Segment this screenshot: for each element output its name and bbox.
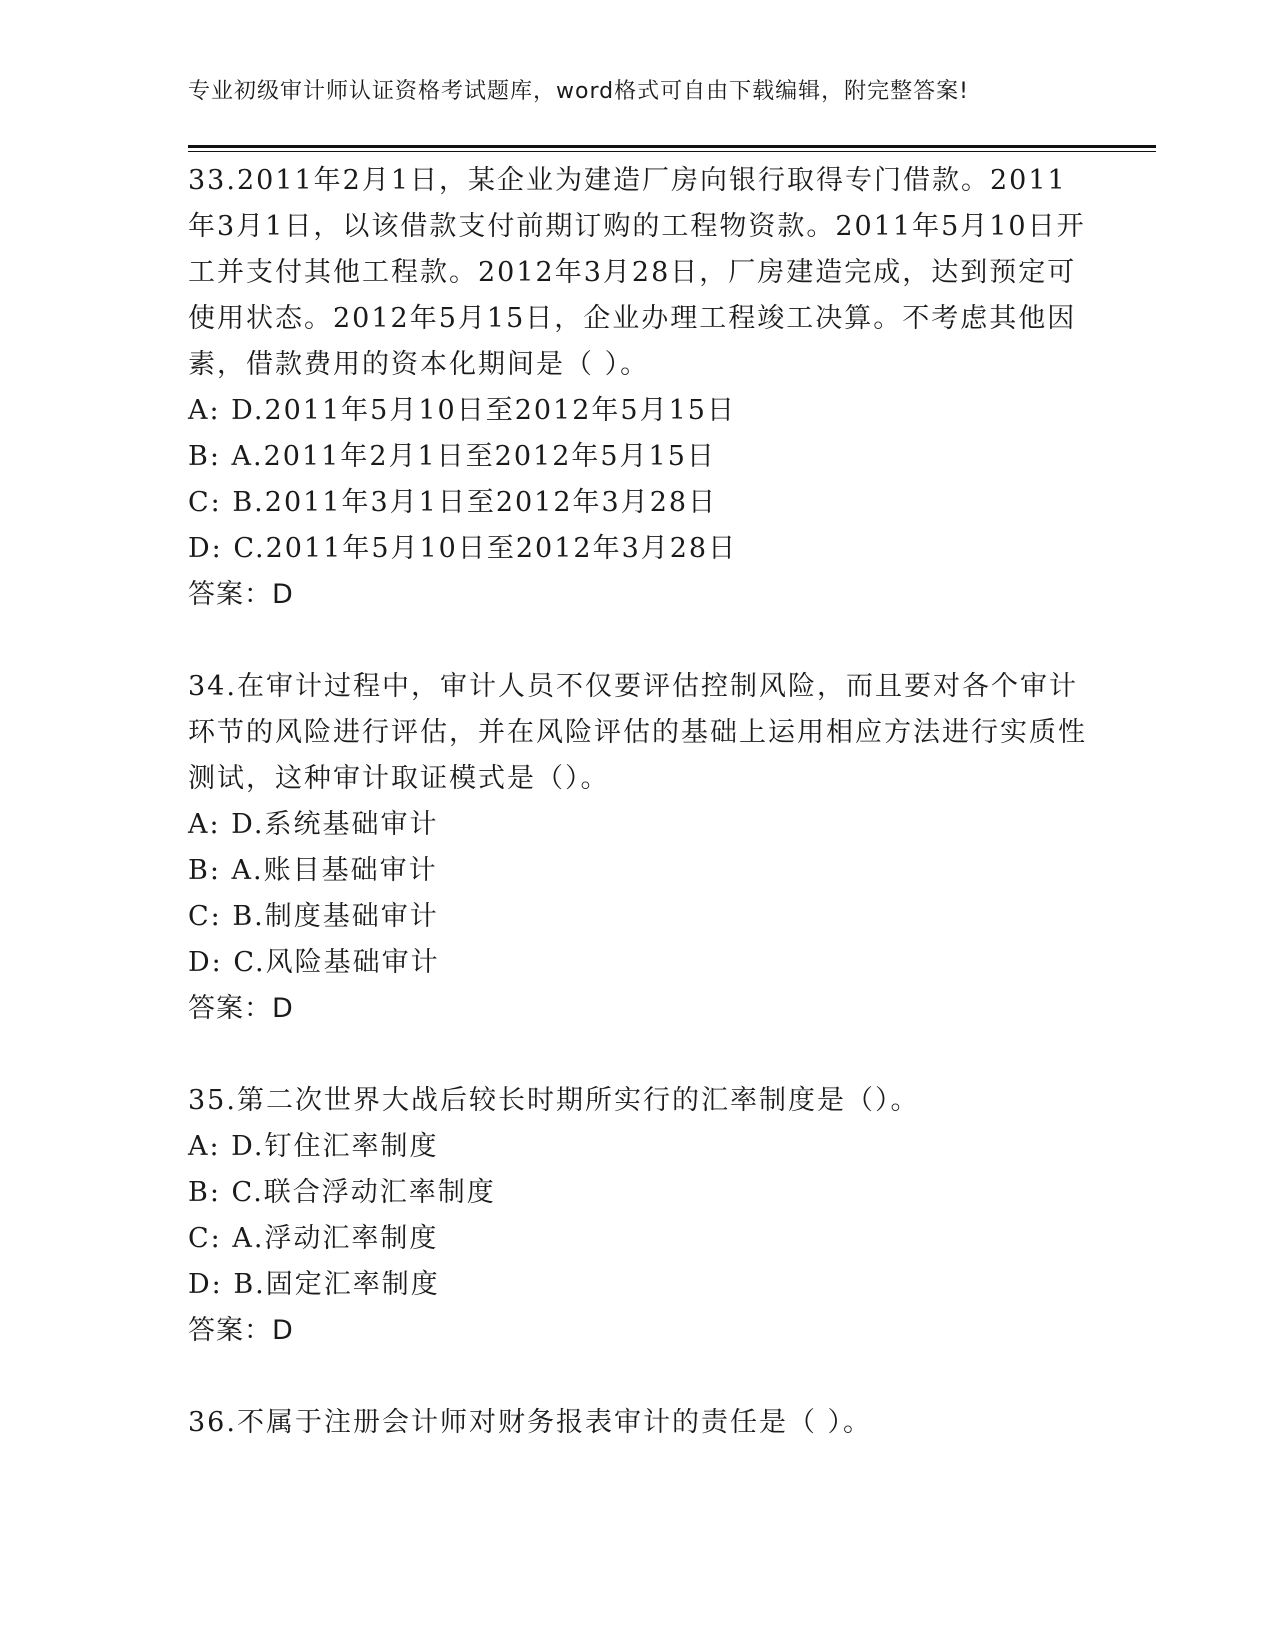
question-stem: 36.不属于注册会计师对财务报表审计的责任是（ ）。 bbox=[188, 1407, 873, 1438]
header-rule-thick bbox=[188, 145, 1156, 148]
option-d: D: C.2011年5月10日至2012年3月28日 bbox=[188, 533, 738, 564]
spacer bbox=[188, 1032, 1088, 1078]
question-stem: 34.在审计过程中，审计人员不仅要评估控制风险，而且要对各个审计环节的风险进行评估，并在风险评估的基础上运用相应方法进行实质性测试，这种审计取证模式是（）。 bbox=[188, 671, 1087, 794]
option-a: A: D.系统基础审计 bbox=[188, 809, 439, 840]
spacer bbox=[188, 618, 1088, 664]
question-35 bbox=[188, 1078, 1088, 1354]
page-header: 专业初级审计师认证资格考试题库，word格式可自由下载编辑，附完整答案! bbox=[188, 79, 969, 104]
question-list bbox=[188, 158, 1088, 1446]
option-b: B: C.联合浮动汇率制度 bbox=[188, 1177, 496, 1208]
option-d: D: C.风险基础审计 bbox=[188, 947, 440, 978]
question-33 bbox=[188, 158, 1088, 618]
question-36 bbox=[188, 1400, 1088, 1446]
header-rule-thin bbox=[188, 151, 1156, 152]
option-c: C: B.2011年3月1日至2012年3月28日 bbox=[188, 487, 718, 518]
answer-line: 答案：D bbox=[188, 579, 294, 610]
answer-line: 答案：D bbox=[188, 993, 294, 1024]
option-a: A: D.钉住汇率制度 bbox=[188, 1131, 439, 1162]
option-c: C: B.制度基础审计 bbox=[188, 901, 439, 932]
answer-line: 答案：D bbox=[188, 1315, 294, 1346]
spacer bbox=[188, 1354, 1088, 1400]
question-stem: 33.2011年2月1日，某企业为建造厂房向银行取得专门借款。2011年3月1日，以该借款支付前期订购的工程物资款。2011年5月10日开工并支付其他工程款。2012年3月28日，厂房建造完成，达到预定可使用状态。2012年5月15日，企业办理工程竣工决算。不考虑其他因素，借款费用的资本化期间是（ ）。 bbox=[188, 165, 1086, 380]
option-b: B: A.2011年2月1日至2012年5月15日 bbox=[188, 441, 716, 472]
question-34 bbox=[188, 664, 1088, 1032]
option-b: B: A.账目基础审计 bbox=[188, 855, 438, 886]
option-a: A: D.2011年5月10日至2012年5月15日 bbox=[188, 395, 736, 426]
option-c: C: A.浮动汇率制度 bbox=[188, 1223, 439, 1254]
question-stem: 35.第二次世界大战后较长时期所实行的汇率制度是（）。 bbox=[188, 1085, 920, 1116]
option-d: D: B.固定汇率制度 bbox=[188, 1269, 440, 1300]
